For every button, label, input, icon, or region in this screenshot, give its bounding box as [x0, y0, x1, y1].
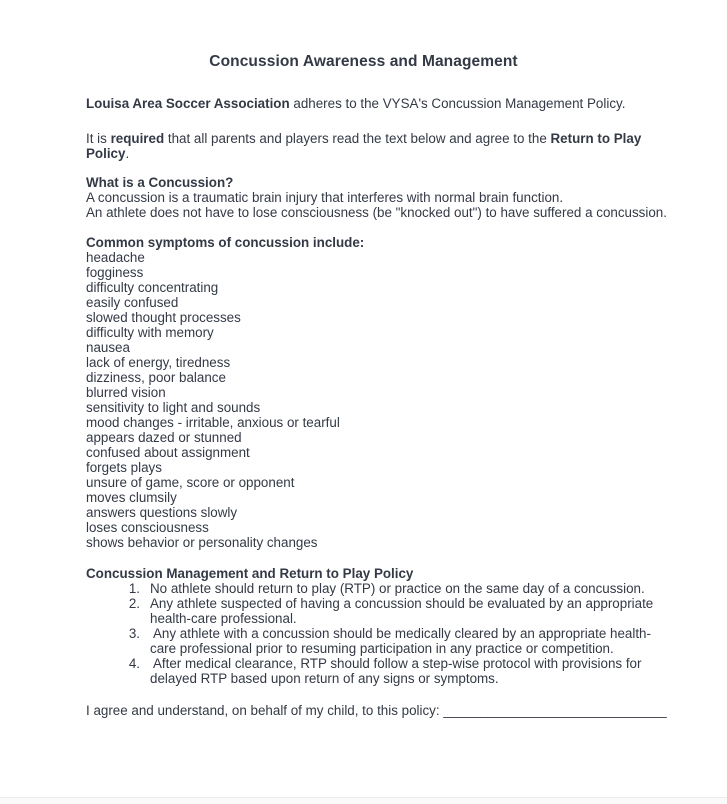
- text-run: I agree and understand, on behalf of my child, to this policy:: [86, 703, 444, 718]
- text-line: [86, 295, 687, 310]
- list-item-text: [150, 581, 687, 596]
- text-line: [86, 370, 687, 385]
- intro-paragraph: [86, 96, 687, 111]
- text-line: [86, 460, 687, 475]
- text-line: [86, 505, 687, 520]
- text-line: After medical clearance, RTP should follow a step-wise protocol with provisions for: [150, 656, 642, 671]
- text-run: A concussion is a traumatic brain injury that interferes with normal brain function.: [86, 190, 564, 205]
- text-line: health-care professional.: [150, 611, 297, 626]
- text-line: [86, 415, 687, 430]
- text-line: care professional prior to resuming participation in any practice or competition.: [150, 641, 614, 656]
- text-line: No athlete should return to play (RTP) or practice on the same day of a concussion.: [150, 581, 645, 596]
- text-line: [86, 131, 687, 146]
- agreement-line: [86, 703, 687, 718]
- text-line: Any athlete suspected of having a concussion should be evaluated by an appropriate: [150, 596, 654, 611]
- text-line: [86, 703, 687, 718]
- bold-text: Louisa Area Soccer Association: [86, 96, 290, 111]
- text-line: delayed RTP based upon return of any signs or symptoms.: [150, 671, 499, 686]
- text-run: difficulty concentrating: [86, 280, 219, 295]
- text-run: mood changes - irritable, anxious or tearful: [86, 415, 340, 430]
- text-line: [86, 190, 687, 205]
- bold-text: required: [110, 131, 165, 146]
- signature-blank-line: ______________________________: [443, 703, 667, 718]
- text-run: unsure of game, score or opponent: [86, 475, 295, 490]
- text-line: [86, 280, 687, 295]
- text-line: [86, 310, 687, 325]
- text-run: confused about assignment: [86, 445, 250, 460]
- page-edge-strip: [0, 797, 727, 804]
- text-line: [86, 250, 687, 265]
- text-run: answers questions slowly: [86, 505, 238, 520]
- text-line: [86, 340, 687, 355]
- text-run: dizziness, poor balance: [86, 370, 226, 385]
- text-line: [86, 475, 687, 490]
- text-line: [86, 445, 687, 460]
- text-run: forgets plays: [86, 460, 162, 475]
- text-line: [86, 205, 687, 220]
- text-line: [86, 355, 687, 370]
- text-line: [86, 400, 687, 415]
- text-run: It is: [86, 131, 111, 146]
- text-run: .: [125, 146, 130, 161]
- list-heading: [86, 566, 687, 581]
- text-line: [86, 175, 687, 190]
- what-is-concussion-section: [86, 175, 687, 220]
- text-line: [86, 325, 687, 340]
- bold-text: What is a Concussion?: [86, 175, 234, 190]
- text-run: appears dazed or stunned: [86, 430, 242, 445]
- text-run: lack of energy, tiredness: [86, 355, 231, 370]
- text-run: headache: [86, 250, 145, 265]
- list-item-text: [150, 656, 687, 686]
- text-line: [86, 520, 687, 535]
- return-to-play-policy-section: [86, 566, 687, 686]
- text-line: [86, 490, 687, 505]
- list-number: 4.: [128, 656, 140, 671]
- bold-text: Concussion Management and Return to Play Policy: [86, 566, 414, 581]
- list-item: [86, 596, 687, 626]
- text-run: adheres to the VYSA's Concussion Management Policy.: [289, 96, 626, 111]
- bold-text: Policy: [86, 146, 126, 161]
- list-number: 3.: [128, 626, 140, 641]
- text-line: [86, 265, 687, 280]
- text-run: blurred vision: [86, 385, 166, 400]
- symptoms-section: [86, 235, 687, 550]
- text-run: nausea: [86, 340, 130, 355]
- text-run: easily confused: [86, 295, 179, 310]
- text-line: [86, 385, 687, 400]
- list-item-text: [150, 626, 687, 656]
- text-run: fogginess: [86, 265, 144, 280]
- document-body: [0, 96, 727, 718]
- text-run: that all parents and players read the text below and agree to the: [164, 131, 551, 146]
- text-run: difficulty with memory: [86, 325, 214, 340]
- requirement-paragraph: [86, 131, 687, 161]
- text-line: Any athlete with a concussion should be medically cleared by an appropriate health-: [150, 626, 651, 641]
- text-run: loses consciousness: [86, 520, 209, 535]
- text-run: An athlete does not have to lose consciousness (be "knocked out") to have suffered a concussion.: [86, 205, 667, 220]
- text-line: [86, 235, 687, 250]
- list-item: [86, 581, 687, 596]
- text-line: [86, 535, 687, 550]
- text-run: sensitivity to light and sounds: [86, 400, 261, 415]
- list-item-text: [150, 596, 687, 626]
- bold-text: Return to Play: [550, 131, 642, 146]
- text-run: moves clumsily: [86, 490, 177, 505]
- list-item: [86, 656, 687, 686]
- text-run: slowed thought processes: [86, 310, 241, 325]
- text-run: shows behavior or personality changes: [86, 535, 318, 550]
- text-line: [86, 146, 687, 161]
- list-number: 2.: [128, 596, 140, 611]
- list-number: 1.: [128, 581, 140, 596]
- bold-text: Common symptoms of concussion include:: [86, 235, 365, 250]
- text-line: [86, 430, 687, 445]
- text-line: [86, 96, 687, 111]
- page-title: Concussion Awareness and Management: [209, 53, 518, 70]
- list-item: [86, 626, 687, 656]
